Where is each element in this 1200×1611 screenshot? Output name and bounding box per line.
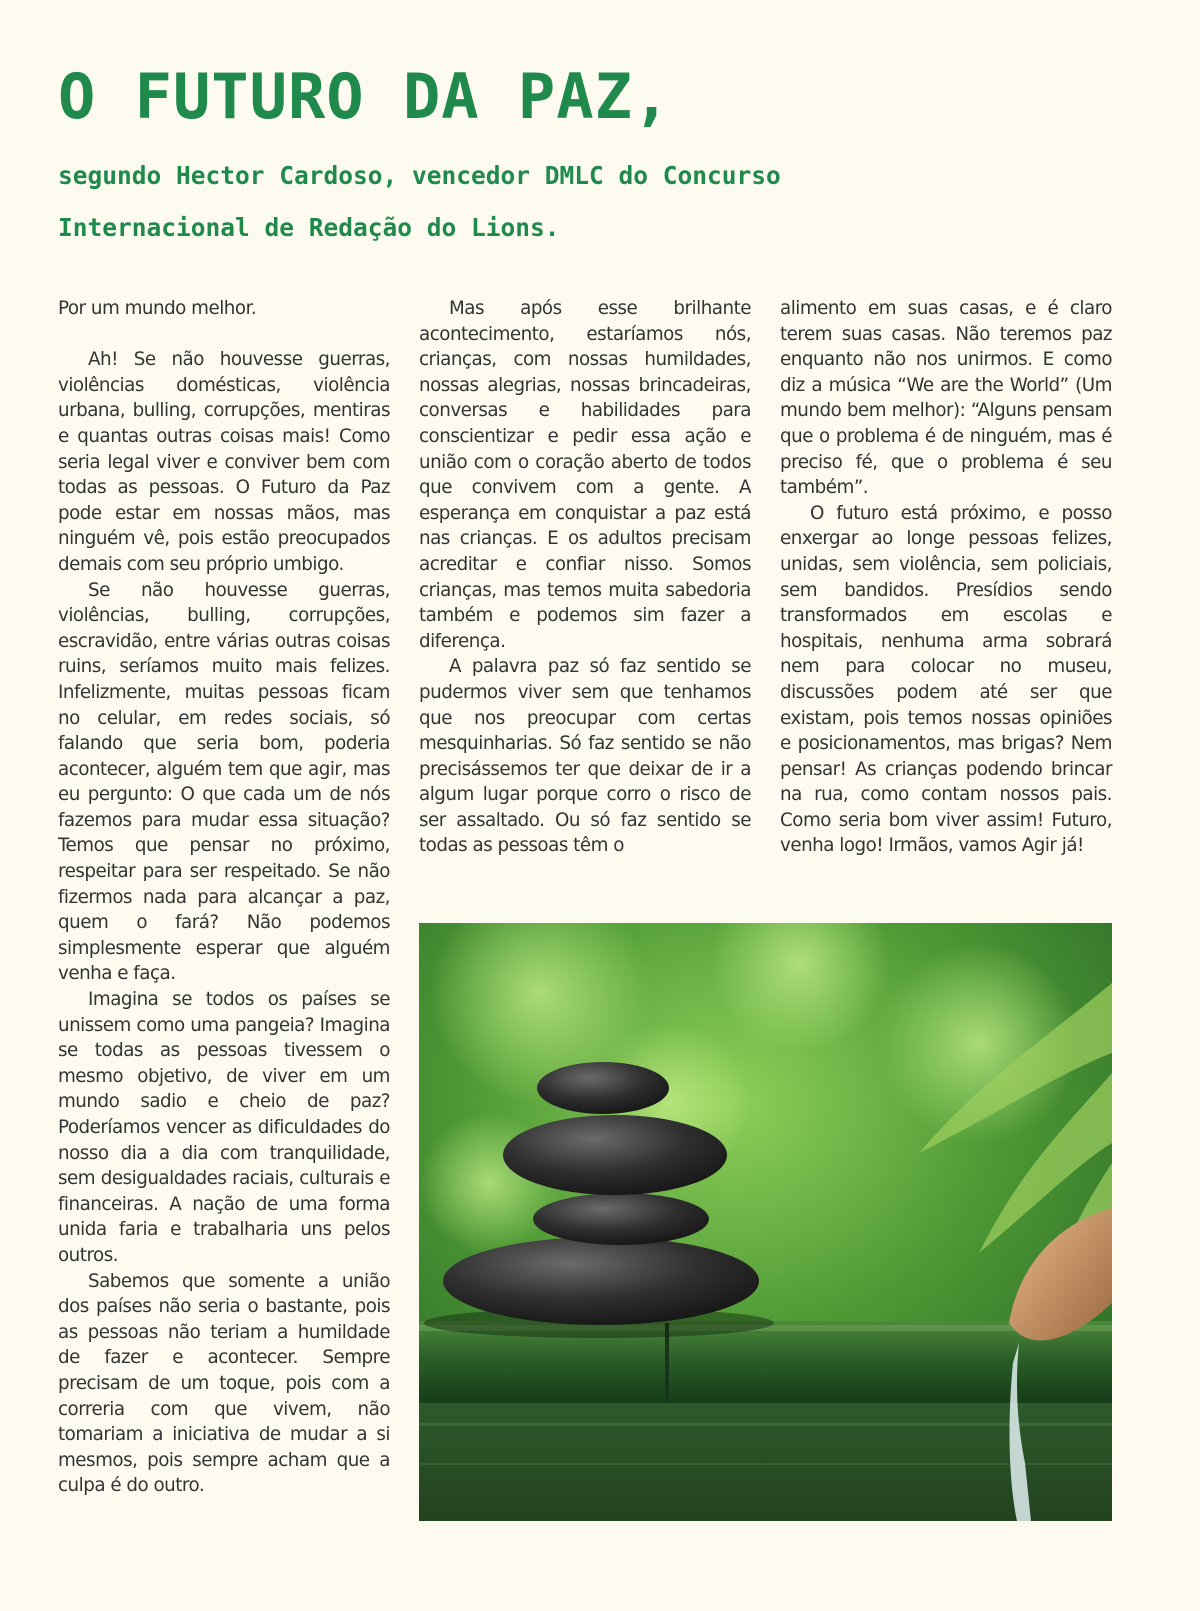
zen-stones-illustration xyxy=(419,923,1112,1521)
article-title: O FUTURO DA PAZ, xyxy=(58,60,672,133)
article-paragraph-continued: alimento em suas casas, e é claro terem suas casas. Não teremos paz enquanto não nos unirmos. E como diz a música “We are the World” (Um mundo bem melhor): “Alguns pensam que o problema é de ninguém, mas é preciso fé, que o problema é seu também”. xyxy=(780,298,1112,499)
text-column-3 xyxy=(780,296,1112,859)
article-paragraph: Mas após esse brilhante acontecimento, estaríamos nós, crianças, com nossas humildades, nossas alegrias, nossas brincadeiras, conversas e habilidades para conscientizar e pedir essa ação e união com o coração aberto de todos que convivem com a gente. A esperança em conquistar a paz está nas crianças. E os adultos precisam acreditar e confiar nisso. Somos crianças, mas temos muita sabedoria também e podemos sim fazer a diferença. xyxy=(419,298,751,652)
article-subtitle: segundo Hector Cardoso, vencedor DMLC do Concurso Internacional de Redação do Lions. xyxy=(58,161,781,242)
text-column-2 xyxy=(419,296,751,859)
article-paragraph: Ah! Se não houvesse guerras, violências domésticas, violência urbana, bulling, corrupções, mentiras e quantas outras coisas mais! Como seria legal viver e conviver bem com todas as pessoas. O Futuro da Paz pode estar em nossas mãos, mas ninguém vê, pois estão preocupados demais com seu próprio umbigo. xyxy=(58,349,390,575)
article-paragraph: Se não houvesse guerras, violências, bulling, corrupções, escravidão, entre várias outras coisas ruins, seríamos muito mais felizes. Infelizmente, muitas pessoas ficam no celular, em redes sociais, só falando que seria bom, poderia acontecer, alguém tem que agir, mas eu pergunto: O que cada um de nós fazemos para mudar essa situação? Temos que pensar no próximo, respeitar para ser respeitado. Se não fizermos nada para alcançar a paz, quem o fará? Não podemos simplesmente esperar que alguém venha e faça. xyxy=(58,579,390,985)
article-paragraph: Imagina se todos os países se unissem como uma pangeia? Imagina se todas as pessoas tivessem o mesmo objetivo, de viver em um mundo sadio e cheio de paz? Poderíamos vencer as dificuldades do nosso dia a dia com tranquilidade, sem desigualdades raciais, culturais e financeiras. A nação de uma forma unida faria e trabalharia uns pelos outros. xyxy=(58,989,390,1266)
article-paragraph: Sabemos que somente a união dos países não seria o bastante, pois as pessoas não teriam a humildade de fazer e acontecer. Sempre precisam de um toque, pois com a correria com que vivem, não tomariam a iniciativa de mudar a si mesmos, pois sempre acham que a culpa é do outro. xyxy=(58,1270,390,1497)
article-paragraph: O futuro está próximo, e posso enxergar ao longe pessoas felizes, unidas, sem violência, sem policiais, sem bandidos. Presídios sendo transformados em escolas e hospitais, nenhuma arma sobrará nem para colocar no museu, discussões podem até ser que existam, pois temos nossas opiniões e posicionamentos, mas brigas? Nem pensar! As crianças podendo brincar na rua, como contam nossos pais. Como seria bom viver assim! Futuro, venha logo! Irmãos, vamos Agir já! xyxy=(780,502,1112,857)
zen-stones-photo xyxy=(419,923,1112,1521)
article-paragraph: A palavra paz só faz sentido se pudermos viver sem que tenhamos que nos preocupar com certas mesquinharias. Só faz sentido se não precisássemos ter que deixar de ir a algum lugar porque corro o risco de ser assaltado. Ou só faz sentido se todas as pessoas têm o xyxy=(419,656,751,857)
article-lead: Por um mundo melhor. xyxy=(58,298,257,319)
text-column-1 xyxy=(58,296,390,1499)
